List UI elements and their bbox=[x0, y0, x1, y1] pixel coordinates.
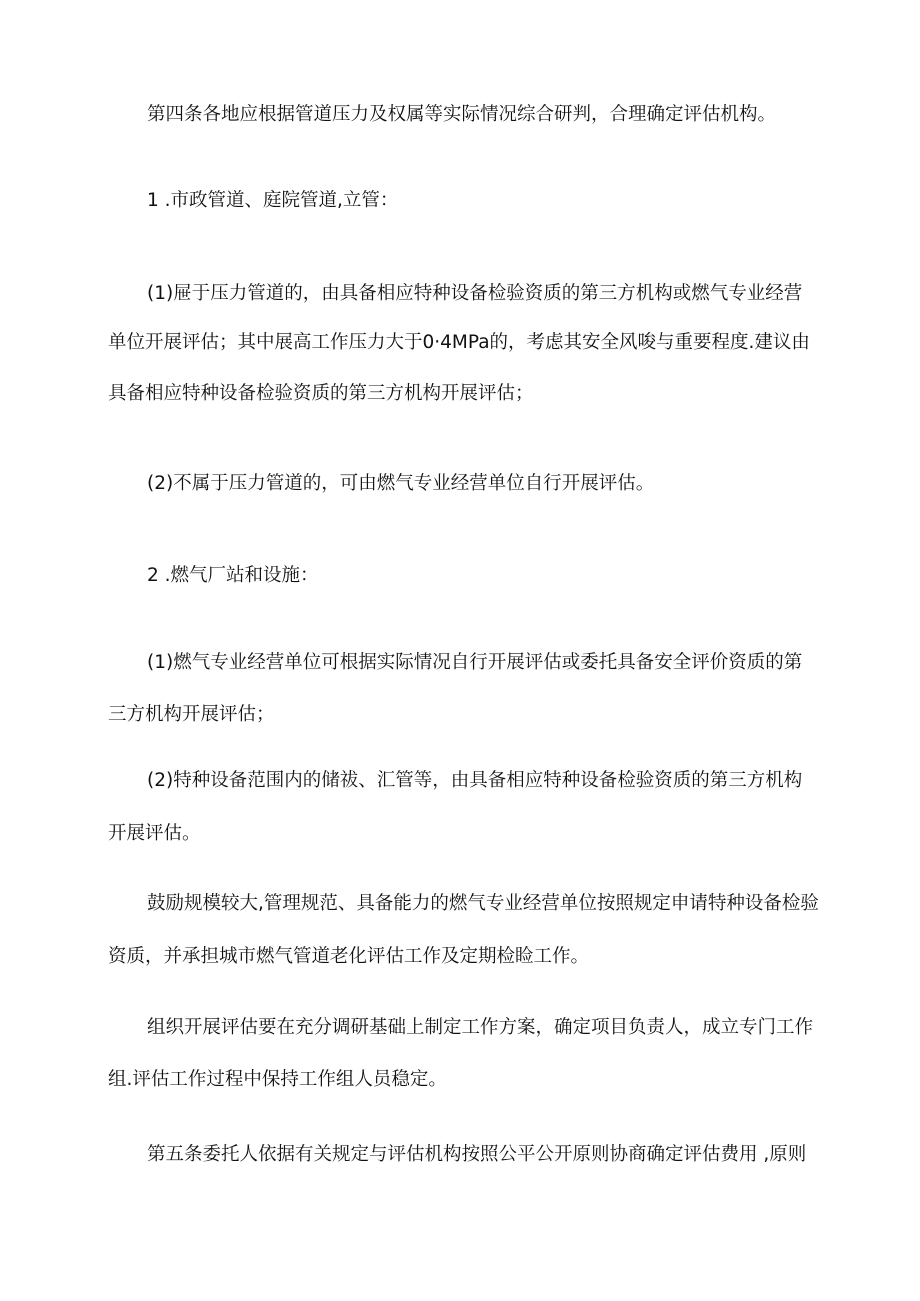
item-2-1-line-1: (1)燃气专业经营单位可根据实际情况自行开展评估或委托具备安全评价资质的第 bbox=[147, 652, 803, 673]
item-2-2-line-2: 开展评估。 bbox=[108, 823, 201, 844]
item-1-1-line-3: 具备相应特种设备检验资质的第三方机构开展评估； bbox=[108, 383, 534, 404]
item-2-2-line-1: (2)特种设备范围内的储祓、汇管等，由具备相应特种设备检验资质的第三方机构 bbox=[147, 770, 803, 791]
item-1-municipal-pipes: 1 .市政管道、庭院管道,立管： bbox=[147, 190, 399, 211]
encourage-paragraph-line-1: 鼓励规模较大,管理规范、具备能力的燃气专业经营单位按照规定申请特种设备检验 bbox=[147, 893, 819, 914]
item-1-1-line-2: 单位开展评估；其中展高工作压力大于0·4MPa的，考虑其安全风唆与重要程度.建议由 bbox=[108, 332, 810, 353]
item-2-1-line-2: 三方机构开展评估； bbox=[108, 704, 275, 725]
article-4-heading: 第四条各地应根据管道压力及权属等实际情况综合研判，合理确定评估机构。 bbox=[147, 104, 777, 125]
item-1-2: (2)不属于压力管道的，可由燃气专业经营单位自行开展评估。 bbox=[147, 473, 655, 494]
item-1-1-line-1: (1)屉于压力管道的，由具备相应特种设备检验资质的第三方机构或燃气专业经营 bbox=[147, 283, 803, 304]
item-2-gas-stations: 2 .燃气厂站和设施： bbox=[147, 565, 319, 586]
encourage-paragraph-line-2: 资质，并承担城市燃气管道老化评估工作及定期检睑工作。 bbox=[108, 946, 590, 967]
article-5-line-1: 第五条委托人依据有关规定与评估机构按照公平公开原则协商确定评估费用 ,原则 bbox=[147, 1144, 807, 1165]
organize-paragraph-line-1: 组织开展评估要在充分调研基础上制定工作方案，确定项目负责人，成立专门工作 bbox=[147, 1017, 814, 1038]
organize-paragraph-line-2: 组.评估工作过程中保持工作组人员稳定。 bbox=[108, 1069, 447, 1090]
